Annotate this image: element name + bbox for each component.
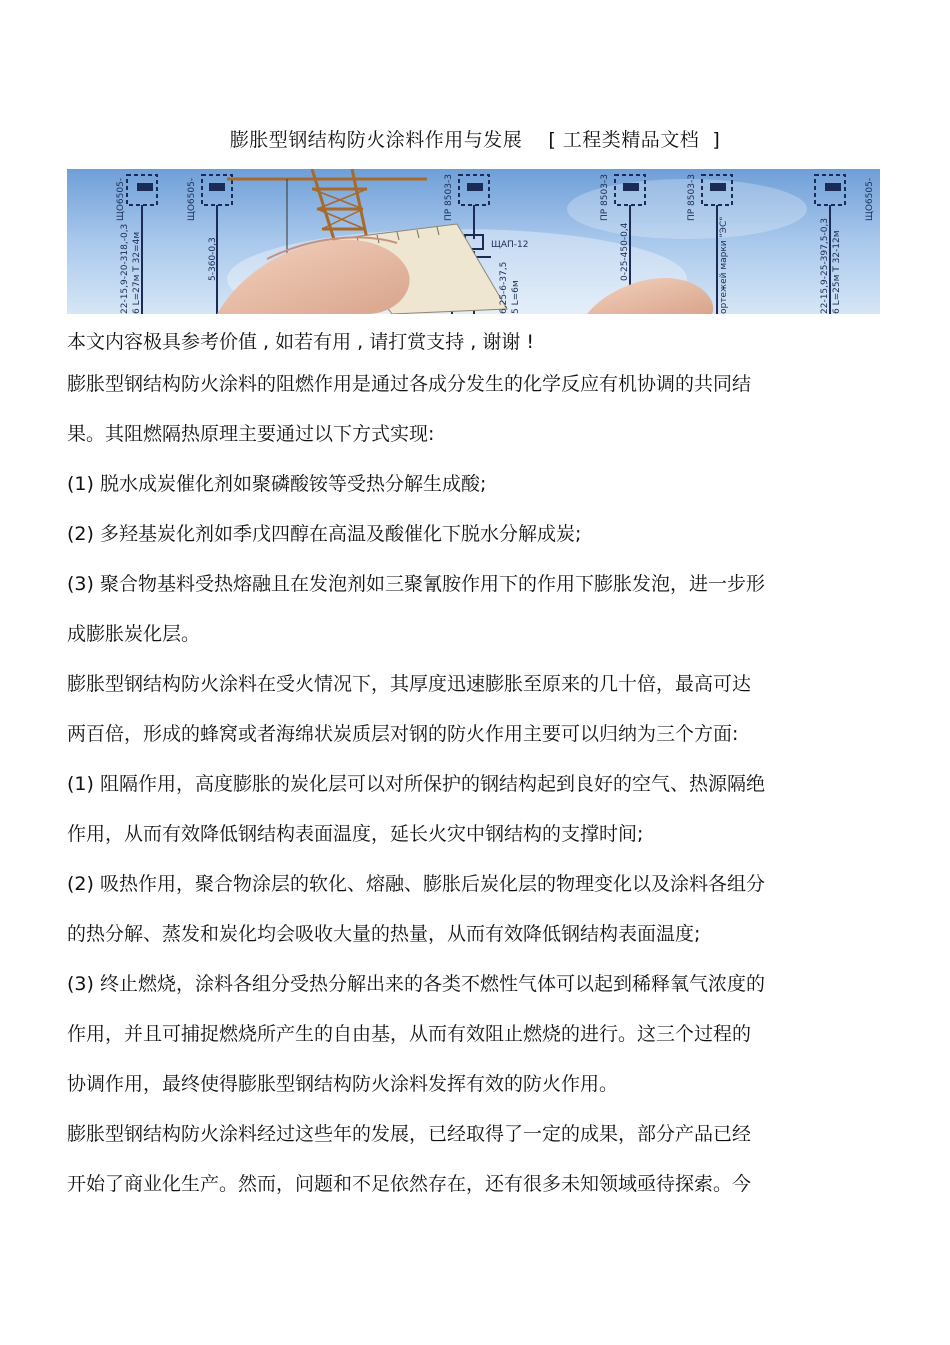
- paragraph-line: (3) 聚合物基料受热熔融且在发泡剂如三聚氰胺作用下的作用下膨胀发泡，进一步形: [67, 573, 765, 595]
- banner-label: ЩО6505-: [116, 177, 126, 221]
- banner-label: 6 L=25м Т 32-12м: [832, 230, 842, 314]
- paragraph-line: 膨胀型钢结构防火涂料经过这些年的发展，已经取得了一定的成果，部分产品已经: [67, 1123, 752, 1145]
- banner-label: ортежей марки "ЭС": [719, 216, 729, 314]
- banner-label: 0-25-450-0,4: [620, 222, 630, 281]
- paragraph-line: 作用，从而有效降低钢结构表面温度，延长火灾中钢结构的支撑时间;: [67, 823, 644, 845]
- banner-label: 6 L=27м Т 32=4м: [132, 231, 142, 314]
- paragraph-line: 膨胀型钢结构防火涂料的阻燃作用是通过各成分发生的化学反应有机协调的共同结: [67, 373, 752, 395]
- banner-label: ПР 8503-3: [600, 174, 610, 221]
- paragraph-line: (3) 终止燃烧，涂料各组分受热分解出来的各类不燃性气体可以起到稀释氧气浓度的: [67, 973, 765, 995]
- paragraph-line: (1) 阻隔作用，高度膨胀的炭化层可以对所保护的钢结构起到良好的空气、热源隔绝: [67, 773, 765, 795]
- banner-label: 5-360-0,3: [208, 237, 218, 281]
- banner-image: [67, 169, 880, 314]
- paragraph-line: 成膨胀炭化层。: [67, 623, 201, 645]
- paragraph-line: (2) 吸热作用，聚合物涂层的软化、熔融、膨胀后炭化层的物理变化以及涂料各组分: [67, 873, 765, 895]
- banner-label: ПР 8503-3: [444, 174, 454, 221]
- paragraph-line: 膨胀型钢结构防火涂料在受火情况下，其厚度迅速膨胀至原来的几十倍，最高可达: [67, 673, 752, 695]
- paragraph-line: (1) 脱水成炭催化剂如聚磷酸铵等受热分解生成酸;: [67, 473, 487, 495]
- paragraph-line: 开始了商业化生产。然而，问题和不足依然存在，还有很多未知领域亟待探索。今: [67, 1173, 752, 1195]
- banner-label: ЩАП-12: [491, 240, 529, 250]
- intro-note: 本文内容极具参考价值 , 如若有用 , 请打赏支持 , 谢谢 !: [67, 331, 535, 353]
- paragraph-line: 两百倍，形成的蜂窝或者海绵状炭质层对钢的防火作用主要可以归纳为三个方面:: [67, 723, 739, 745]
- paragraph-line: 的热分解、蒸发和炭化均会吸收大量的热量，从而有效降低钢结构表面温度;: [67, 923, 701, 945]
- banner-label: 5 L=6м: [511, 280, 521, 314]
- paragraph-line: 协调作用，最终使得膨胀型钢结构防火涂料发挥有效的防火作用。: [67, 1073, 619, 1095]
- banner-label: 22-15,9-25-397,5-0,3: [820, 217, 830, 314]
- banner-label: 22-15,9-20-318,-0,3: [120, 223, 130, 314]
- banner-label: ЩО6505-: [187, 177, 197, 221]
- paragraph-line: 果。其阻燃隔热原理主要通过以下方式实现:: [67, 423, 435, 445]
- paragraph-line: 作用，并且可捕捉燃烧所产生的自由基，从而有效阻止燃烧的进行。这三个过程的: [67, 1023, 752, 1045]
- document-title: 膨胀型钢结构防火涂料作用与发展 [ 工程类精品文档 ]: [229, 129, 721, 151]
- banner-label: ЩО6505-: [865, 177, 875, 221]
- paragraph-line: (2) 多羟基炭化剂如季戊四醇在高温及酸催化下脱水分解成炭;: [67, 523, 582, 545]
- banner-label: ПР 8503-3: [687, 174, 697, 221]
- document-body: [67, 325, 837, 1209]
- banner-label: 6,25-6-37,5: [499, 261, 509, 314]
